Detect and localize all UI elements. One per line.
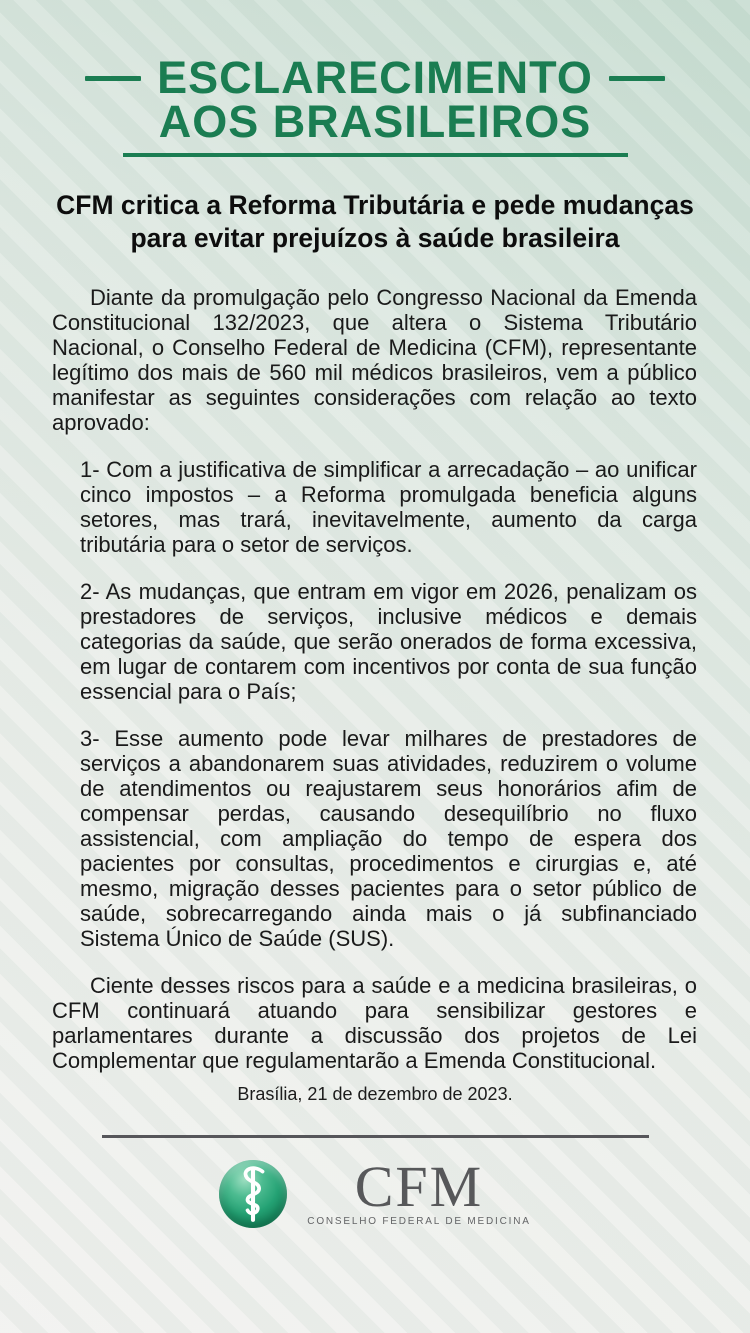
- cfm-logo: [0, 1154, 750, 1228]
- logo-acronym: CFM: [354, 1154, 484, 1219]
- statement-body: [52, 285, 697, 1073]
- numbered-item-1: 1- Com a justificativa de simplificar a arrecadação – ao unificar cinco impostos – a Reforma promulgada beneficia alguns setores, mas trará, inevitavelmente, aumento da carga tributária para o setor de serviços.: [80, 457, 697, 557]
- closing-paragraph: Ciente desses riscos para a saúde e a medicina brasileiras, o CFM continuará atuando para sensibilizar gestores e parlamentares durante a discussão dos projetos de Lei Complementar que regulamentarão a Emenda Constitucional.: [52, 973, 697, 1073]
- intro-paragraph: Diante da promulgação pelo Congresso Nacional da Emenda Constitucional 132/2023, que altera o Sistema Tributário Nacional, o Conselho Federal de Medicina (CFM), representante legítimo dos mais de 560 mil médicos brasileiros, vem a público manifestar as seguintes considerações com relação ao texto aprovado:: [52, 285, 697, 435]
- title-underline: [123, 153, 628, 157]
- subtitle-line1: CFM critica a Reforma Tributária e pede mudanças: [56, 190, 694, 220]
- page-title-line1: ESCLARECIMENTO: [157, 52, 593, 103]
- title-dash-left: [85, 76, 141, 81]
- subtitle-line2: para evitar prejuízos à saúde brasileira: [130, 223, 620, 253]
- subtitle: [0, 189, 750, 255]
- asclepius-staff-icon: [219, 1160, 287, 1228]
- logo-text-block: [307, 1154, 531, 1227]
- page-title-line2: AOS BRASILEIROS: [158, 96, 592, 147]
- title-dash-right: [609, 76, 665, 81]
- title-line-1: [0, 52, 750, 103]
- numbered-item-3: 3- Esse aumento pode levar milhares de prestadores de serviços a abandonarem suas atividades, reduzirem o volume de atendimentos ou reajustarem seus honorários afim de compensar perdas, causando desequilíbrio no fluxo assistencial, com ampliação do tempo de espera dos pacientes por consultas, procedimentos e cirurgias e, até mesmo, migração desses pacientes para o setor público de saúde, sobrecarregando ainda mais o já subfinanciado Sistema Único de Saúde (SUS).: [80, 726, 697, 951]
- footer-separator-line: [102, 1135, 649, 1138]
- title-line-2: [0, 96, 750, 147]
- numbered-item-2: 2- As mudanças, que entram em vigor em 2026, penalizam os prestadores de serviços, inclusive médicos e demais categorias da saúde, que serão onerados de forma excessiva, em lugar de contarem com incentivos por conta de sua função essencial para o País;: [80, 579, 697, 704]
- header: [0, 0, 750, 255]
- logo-caption: CONSELHO FEDERAL DE MEDICINA: [307, 1216, 531, 1227]
- dateline: Brasília, 21 de dezembro de 2023.: [237, 1084, 513, 1104]
